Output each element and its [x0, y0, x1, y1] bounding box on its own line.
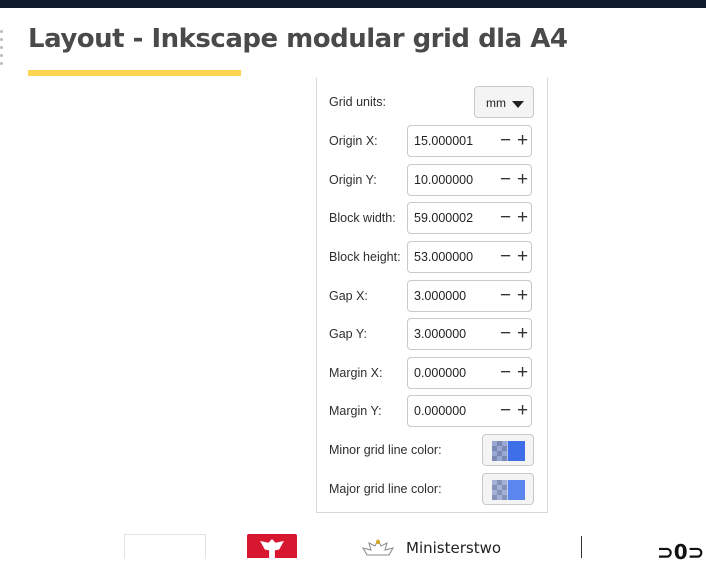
minor-color-row [317, 431, 547, 469]
minus-icon[interactable]: − [500, 246, 512, 267]
grid-units-dropdown[interactable] [474, 86, 534, 118]
block-width-row [317, 199, 547, 237]
minus-icon[interactable]: − [500, 285, 512, 306]
top-bar [0, 0, 706, 8]
gap-x-row [317, 277, 547, 315]
plus-icon[interactable]: + [517, 323, 529, 344]
slide-title: Layout - Inkscape modular grid dla A4 [28, 24, 568, 54]
block-height-input[interactable] [414, 250, 494, 264]
plus-icon[interactable]: + [517, 362, 529, 383]
margin-y-input[interactable] [414, 404, 494, 418]
poland-emblem-icon [247, 534, 297, 558]
block-width-input[interactable] [414, 211, 494, 225]
margin-x-spinbox [407, 357, 532, 389]
block-width-label: Block width: [329, 211, 396, 225]
minus-icon[interactable]: − [500, 130, 512, 151]
block-height-row [317, 238, 547, 276]
major-color-button[interactable] [482, 473, 534, 505]
caret-down-icon [512, 101, 524, 108]
gap-y-row [317, 315, 547, 353]
minus-icon[interactable]: − [500, 323, 512, 344]
color-swatch-icon [492, 441, 525, 461]
origin-x-input[interactable] [414, 134, 494, 148]
footer-divider [581, 536, 582, 558]
origin-y-spinbox [407, 164, 532, 196]
origin-y-row [317, 161, 547, 199]
major-color-row [317, 470, 547, 508]
minus-icon[interactable]: − [500, 207, 512, 228]
partner-logo [124, 534, 206, 559]
plus-icon[interactable]: + [517, 130, 529, 151]
origin-y-input[interactable] [414, 173, 494, 187]
footer-logos [0, 530, 706, 564]
minor-color-button[interactable] [482, 434, 534, 466]
grid-units-label: Grid units: [329, 95, 386, 109]
plus-icon[interactable]: + [517, 246, 529, 267]
grid-units-value: mm [486, 96, 506, 110]
plus-icon[interactable]: + [517, 207, 529, 228]
major-color-label: Major grid line color: [329, 482, 442, 496]
gap-x-spinbox [407, 280, 532, 312]
grid-units-row [317, 83, 547, 121]
margin-x-row [317, 354, 547, 392]
block-height-spinbox [407, 241, 532, 273]
plus-icon[interactable]: + [517, 285, 529, 306]
margin-y-spinbox [407, 395, 532, 427]
margin-y-label: Margin Y: [329, 404, 382, 418]
plus-icon[interactable]: + [517, 400, 529, 421]
gap-x-label: Gap X: [329, 289, 368, 303]
block-height-label: Block height: [329, 250, 401, 264]
partial-logo-text: ⊃0⊃ [657, 540, 705, 564]
origin-x-spinbox [407, 125, 532, 157]
gap-y-spinbox [407, 318, 532, 350]
minor-color-label: Minor grid line color: [329, 443, 442, 457]
margin-x-input[interactable] [414, 366, 494, 380]
color-swatch-icon [492, 480, 525, 500]
origin-y-label: Origin Y: [329, 173, 377, 187]
origin-x-row [317, 122, 547, 160]
ministry-emblem-icon [355, 538, 401, 558]
margin-y-row [317, 392, 547, 430]
minus-icon[interactable]: − [500, 169, 512, 190]
side-dots [0, 30, 4, 70]
modular-grid-panel [316, 78, 548, 513]
plus-icon[interactable]: + [517, 169, 529, 190]
minus-icon[interactable]: − [500, 362, 512, 383]
title-underline [28, 70, 241, 76]
block-width-spinbox [407, 202, 532, 234]
minus-icon[interactable]: − [500, 400, 512, 421]
gap-y-label: Gap Y: [329, 327, 367, 341]
ministry-text: Ministerstwo [406, 539, 502, 557]
gap-y-input[interactable] [414, 327, 494, 341]
origin-x-label: Origin X: [329, 134, 378, 148]
margin-x-label: Margin X: [329, 366, 383, 380]
gap-x-input[interactable] [414, 289, 494, 303]
